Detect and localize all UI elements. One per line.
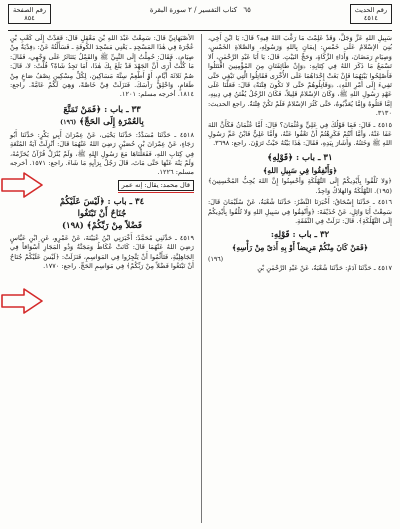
quran-verse: جُنَاحٌ أَنْ تَبْتَغُوا (77, 208, 127, 219)
verse-number: (١٩٦) (60, 118, 77, 126)
column-divider (201, 34, 202, 523)
hadith-text: الأصْبَهَانِيِّ قَالَ: سَمِعْتُ عَبْدَ اللهِ بْنَ مَعْقِلٍ قَالَ: قَعَدْتُ إِلَى كَعْبِ بْنِ عُجْرَةَ فِي هٰذَا المَسْجِدِ ـ يَعْنِي مَسْجِدَ الكُوفَةِ ـ فَسَأَلْتُهُ عَنْ: ﴿فِدْيَةٌ مِنْ صِيَامٍ﴾. فَقَالَ: حُمِلْتُ إِلَى النَّبِيِّ ﷺ وَالقَمْلُ يَتَنَاثَرُ عَلَى وَجْهِي، فَقَالَ: مَا كُنْتُ أُرَى أَنَّ الجَهْدَ قَدْ بَلَغَ بِكَ هٰذَا، أَمَا تَجِدُ شَاةً؟ قُلْتُ: لا، قَالَ: صُمْ ثَلاثَةَ أَيَّامٍ، أَوْ أَطْعِمْ سِتَّةَ مَسَاكِينَ، لِكُلِّ مِسْكِينٍ نِصْفُ صَاعٍ مِنْ طَعَامٍ، وَاحْلِقْ رَأْسَكَ. فَنَزَلَتْ فِيَّ خَاصَّةً، وَهِيَ لَكُمْ عَامَّةً. راجع: ١٨١٤. أخرجه مسلم: ١٢٠١. (10, 34, 194, 99)
chapter-heading: ٣٢ ـ باب : قَوْلِهِ: (270, 230, 330, 241)
red-underline-annotation (118, 180, 194, 193)
hadith-number-title: رقم الحديث (354, 6, 387, 14)
book-page (8, 4, 392, 523)
hadith-number-box (350, 4, 392, 24)
left-column (10, 34, 194, 272)
quran-verse: ﴿وَأَنْفِقُوا فِي سَبِيلِ اللهِ﴾ (262, 165, 338, 175)
header-rule (8, 30, 392, 31)
page-number-box (8, 4, 51, 24)
red-arrow-icon (0, 288, 44, 314)
hadith-number-value: ٤٥١٤ (363, 14, 378, 22)
hadith-text: ٤٥١٥ ـ قَالَ: فَمَا قَوْلُكَ فِي عَلِيٍّ وَعُثْمَانَ؟ قَالَ: أَمَّا عُثْمَانُ فَكَأَنَّ اللهَ عَفَا عَنْهُ، وَأَمَّا أَنْتُمْ فَكَرِهْتُمْ أَنْ تَعْفُوا عَنْهُ، وَأَمَّا عَلِيٌّ فَابْنُ عَمِّ رَسُولِ اللهِ ﷺ وَخَتَنُهُ. وَأَشَارَ بِيَدِهِ، فَقَالَ: هٰذَا بَيْتُهُ حَيْثُ تَرَوْنَ. راجع: ٣٦٩٨. (208, 120, 392, 148)
chapter-heading: ٣١ ـ باب : ﴿قَوْلِهِ﴾ (267, 152, 333, 163)
right-column (208, 34, 392, 274)
page-number-value: ٨٥٤ (24, 14, 35, 22)
hadith-text: ٤٥١٦ ـ حَدَّثَنَا إِسْحَاقُ: أَخْبَرَنَا النَّضْرُ: حَدَّثَنَا شُعْبَةُ، عَنْ سُلَيْمَانَ قَالَ: سَمِعْتُ أَبَا وَائِلٍ، عَنْ حُذَيْفَةَ: ﴿وَأَنْفِقُوا فِي سَبِيلِ اللهِ وَلا تُلْقُوا بِأَيْدِيكُمْ إِلَى التَّهْلُكَةِ﴾. قَالَ: نَزَلَتْ فِي النَّفَقَةِ. (208, 198, 392, 225)
hadith-text: ٤٥١٧ ـ حَدَّثَنَا آدَمُ: حَدَّثَنَا شُعْبَةُ، عَنْ عَبْدِ الرَّحْمٰنِ بْنِ (257, 264, 392, 273)
quran-verse: فَضْلاً مِنْ رَبِّكُمْ﴾ (١٩٨) (62, 220, 142, 231)
hadith-text: ﴿وَلا تُلْقُوا بِأَيْدِيكُمْ إِلَى التَّهْلُكَةِ وَأَحْسِنُوا إِنَّ اللهَ يُحِبُّ المُحْسِنِينَ﴾ (١٩٥). التَّهْلُكَةُ وَالهَلاكُ وَاحِدٌ. (208, 177, 392, 195)
page-number: ٦٥ (243, 6, 251, 14)
hadith-text: سَبِيلِ اللهِ عَزَّ وَجَلَّ، وَقَدْ عَلِمْتَ مَا رَغَّبَ اللهُ فِيهِ؟ قَالَ: يَا ابْنَ أَخِي، بُنِيَ الإسْلامُ عَلَى خَمْسٍ: إيمَانٍ بِاللهِ وَرَسُولِهِ، وَالصَّلاةِ الخَمْسِ، وَصِيَامِ رَمَضَانَ، وَأَدَاءِ الزَّكَاةِ، وَحَجِّ البَيْتِ. قَالَ: يَا أَبَا عَبْدِ الرَّحْمٰنِ، أَلا تَسْمَعُ مَا ذَكَرَ اللهُ فِي كِتَابِهِ: ﴿وَإِنْ طَائِفَتَانِ مِنَ المُؤْمِنِينَ اقْتَتَلُوا فَأَصْلِحُوا بَيْنَهُمَا فَإِنْ بَغَتْ إِحْدَاهُمَا عَلَى الأُخْرَى فَقَاتِلُوا الَّتِي تَبْغِي حَتَّى تَفِيءَ إِلَى أَمْرِ اللهِ﴾. ﴿وَقَاتِلُوهُمْ حَتَّى لا تَكُونَ فِتْنَةٌ﴾ قَالَ: فَعَلْنَا عَلَى عَهْدِ رَسُولِ اللهِ ﷺ، وَكَانَ الإسْلامُ قَلِيلاً، فَكَانَ الرَّجُلُ يُفْتَنُ فِي دِينِهِ، إمَّا قَتَلُوهُ وَإمَّا يُعَذِّبُوهُ، حَتَّى كَثُرَ الإسْلامُ فَلَمْ تَكُنْ فِتْنَةٌ. راجع الحديث: ٣١٣٠. (208, 34, 392, 118)
red-arrow-icon (0, 172, 44, 198)
quran-verse-continuation (10, 116, 194, 129)
page-number-title: رقم الصفحة (13, 6, 47, 14)
chapter-heading (10, 104, 194, 116)
quran-verse: بِالعُمْرَةِ إِلَى الحَجِّ﴾ (79, 116, 144, 127)
quran-verse: ﴿فَمَنْ كَانَ مِنْكُمْ مَرِيضاً أَوْ بِهِ أَذىً مِنْ رَأْسِهِ﴾ (232, 243, 368, 253)
running-title (51, 6, 350, 14)
quran-verse: ﴿فَمَنْ تَمَتَّعَ (63, 104, 102, 115)
chapter-heading-label: ٣٣ ـ باب : (104, 104, 141, 115)
hadith-text: ٤٥١٨ ـ حَدَّثَنَا مُسَدَّدٌ: حَدَّثَنَا يَحْيَى، عَنْ عِمْرَانَ أَبِي بَكْرٍ: حَدَّثَنَا أَبُو رَجَاءٍ، عَنْ عِمْرَانَ بْنِ حُصَيْنٍ رَضِيَ اللهُ عَنْهُمَا قَالَ: أُنْزِلَتْ آيَةُ المُتْعَةِ فِي كِتَابِ اللهِ، فَفَعَلْنَاهَا مَعَ رَسُولِ اللهِ ﷺ، وَلَمْ يُنْزَلْ قُرْآنٌ يُحَرِّمُهُ، وَلَمْ يَنْهَ عَنْهَا حَتَّى مَاتَ، قَالَ رَجُلٌ بِرَأْيِهِ مَا شَاءَ. راجع: ١٥٧١. أخرجه مسلم: ١٢٢٦. (10, 130, 194, 177)
chapter-title: كتاب التفسير / ٢ سورة البقرة (149, 6, 238, 14)
chapter-heading: ٣٤ ـ باب : ﴿لَيْسَ عَلَيْكُمْ (59, 196, 145, 207)
verse-number: (١٩٦) (208, 255, 224, 263)
boxed-note: قال محمد: يقال: إنه عمر (118, 180, 194, 191)
page-header (8, 4, 392, 28)
hadith-text: ٤٥١٩ ـ حَدَّثَنِي مُحَمَّدٌ: أَخْبَرَنِي ابْنُ عُيَيْنَةَ، عَنْ عَمْرٍو، عَنِ ابْنِ عَبَّاسٍ رَضِيَ اللهُ عَنْهُمَا قَالَ: كَانَتْ عُكَاظُ وَمَجَنَّةُ وَذُو المَجَازِ أَسْوَاقاً فِي الجَاهِلِيَّةِ، فَتَأَثَّمُوا أَنْ يَتَّجِرُوا فِي المَوَاسِمِ، فَنَزَلَتْ: ﴿لَيْسَ عَلَيْكُمْ جُنَاحٌ أَنْ تَبْتَغُوا فَضْلاً مِنْ رَبِّكُمْ﴾ فِي مَوَاسِمِ الحَجِّ. راجع: ١٧٧٠. (10, 233, 194, 271)
